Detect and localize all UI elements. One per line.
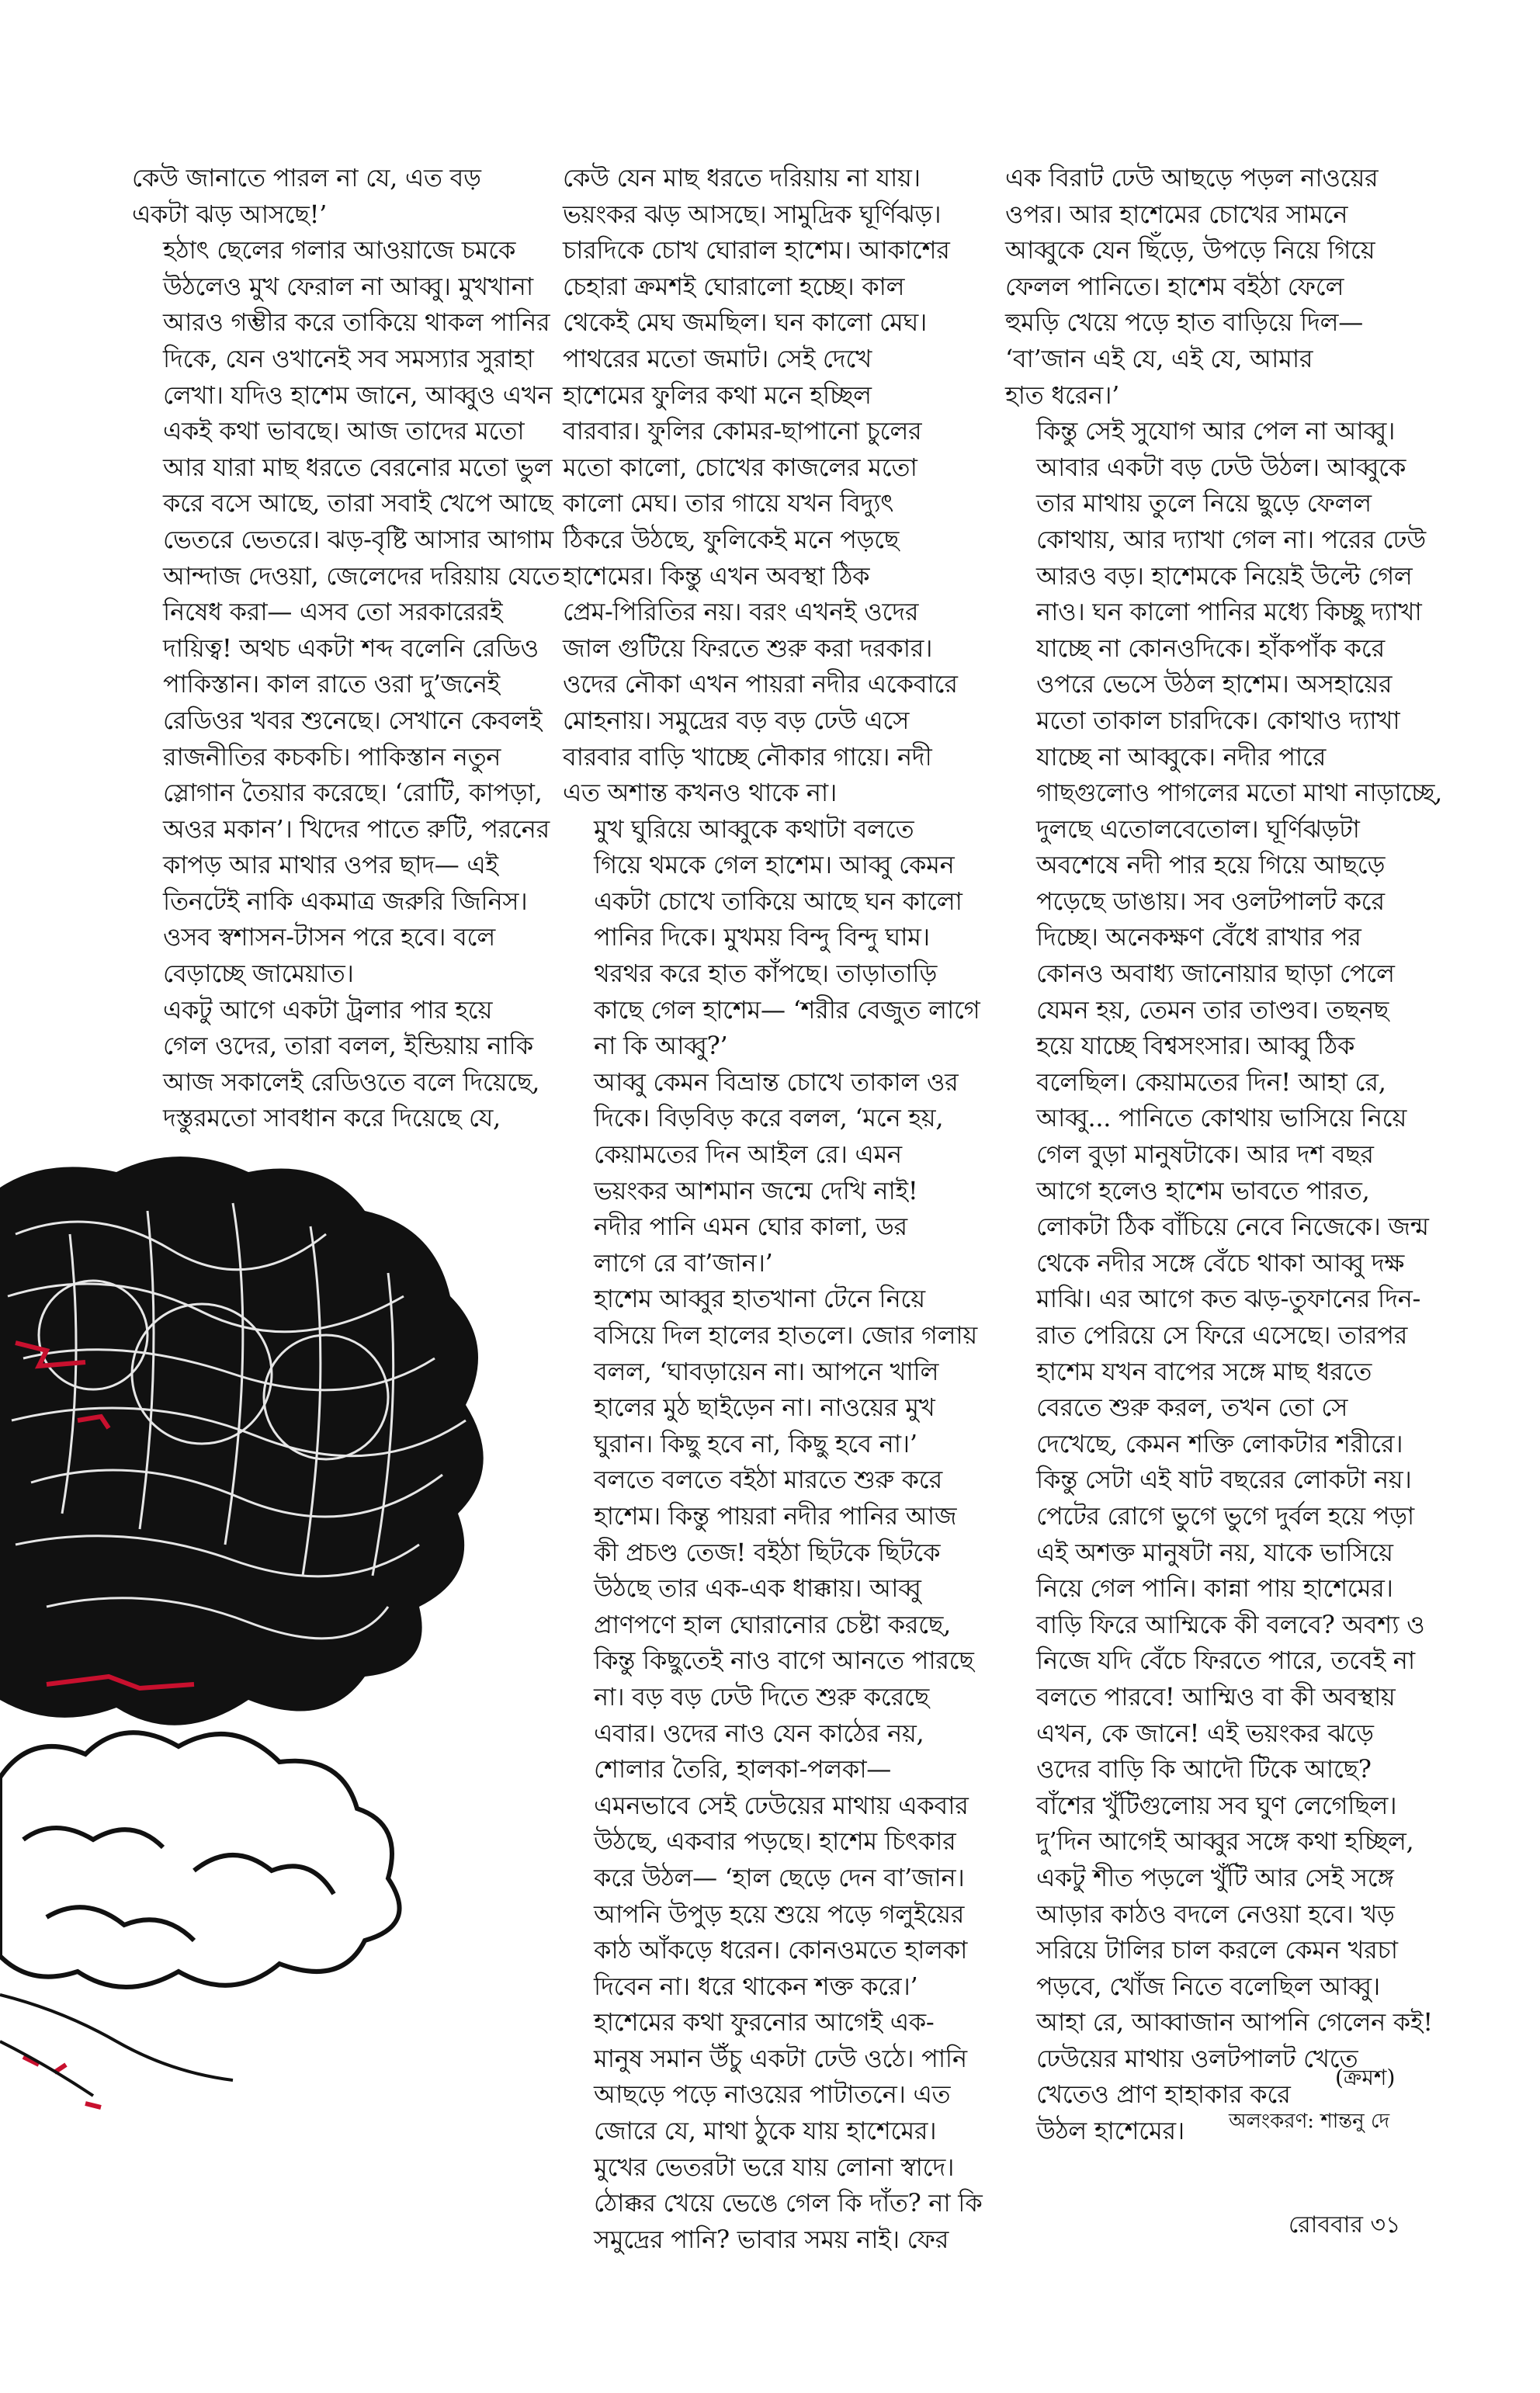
text-line: আড়ার কাঠও বদলে নেওয়া হবে। খড় [1036, 1899, 1395, 1929]
text-line: অওর মকান’। খিদের পাতে রুটি, পরনের [163, 813, 550, 844]
text-line: বারবার। ফুলির কোমর-ছাপানো চুলের [563, 416, 922, 446]
text-line: হয়ে যাচ্ছে বিশ্বসংসার। আব্বু ঠিক [1036, 1031, 1355, 1061]
text-line: পানির দিকে। মুখময় বিন্দু বিন্দু ঘাম। [594, 922, 930, 952]
text-line: কিন্তু সেটা এই ষাট বছরের লোকটা নয়। [1036, 1465, 1412, 1495]
text-line: ঠোক্কর খেয়ে ভেঙে গেল কি দাঁত? না কি [594, 2188, 983, 2218]
text-line: হাশেমের ফুলির কথা মনে হচ্ছিল [563, 380, 872, 410]
text-line: কাপড় আর মাথার ওপর ছাদ— এই [163, 850, 498, 880]
text-line: চেহারা ক্রমশই ঘোরালো হচ্ছে। কাল [563, 271, 905, 301]
white-cloud-outlines [0, 1732, 400, 1987]
text-line: আন্দাজ দেওয়া, জেলেদের দরিয়ায় যেতে [163, 560, 560, 591]
text-line: ভয়ংকর আশমান জন্মে দেখি নাই! [594, 1175, 918, 1205]
text-line: রাজনীতির কচকচি। পাকিস্তান নতুন [163, 741, 501, 772]
paragraph [563, 160, 966, 811]
text-line: দেখেছে, কেমন শক্তি লোকটার শরীরে। [1036, 1428, 1403, 1458]
text-line: নাও। ঘন কালো পানির মধ্যে কিচ্ছু দ্যাখা [1036, 597, 1422, 627]
text-column-1 [132, 160, 560, 1136]
text-line: থরথর করে হাত কাঁপছে। তাড়াতাড়ি [594, 959, 938, 989]
text-line: ওপরে ভেসে উঠল হাশেম। অসহায়ের [1036, 669, 1393, 699]
text-line: যাচ্ছে না কোনওদিকে। হাঁকপাঁক করে [1036, 633, 1385, 663]
text-line: আরও বড়। হাশেমকে নিয়েই উল্টে গেল [1036, 560, 1413, 591]
text-line: পেটের রোগে ভুগে ভুগে দুর্বল হয়ে পড়া [1036, 1500, 1414, 1531]
text-line: আরও গম্ভীর করে তাকিয়ে থাকল পানির [163, 307, 550, 338]
text-line: থেকেই মেঘ জমছিল। ঘন কালো মেঘ। [563, 307, 928, 338]
text-line: মোহনায়। সমুদ্রের বড় বড় ঢেউ এসে [563, 705, 910, 735]
text-line: জাল গুটিয়ে ফিরতে শুরু করা দরকার। [563, 633, 933, 663]
text-line: নিজে যদি বেঁচে ফিরতে পারে, তবেই না [1036, 1646, 1415, 1676]
text-line: খেতেও প্রাণ হাহাকার করে [1036, 2079, 1291, 2110]
paragraph [132, 992, 540, 1136]
text-line: একটা চোখে তাকিয়ে আছে ঘন কালো [594, 886, 962, 916]
text-line: হাশেম। কিন্তু পায়রা নদীর পানির আজ [594, 1500, 957, 1531]
text-line: নিষেধ করা— এসব তো সরকারেরই [163, 597, 503, 627]
text-line: লোকটা ঠিক বাঁচিয়ে নেবে নিজেকে। জন্ম [1036, 1212, 1429, 1242]
text-line: এখন, কে জানে! এই ভয়ংকর ঝড়ে [1036, 1718, 1374, 1748]
text-line: পাথরের মতো জমাট। সেই দেখে [563, 343, 872, 373]
text-line: আবার একটা বড় ঢেউ উঠল। আব্বুকে [1036, 452, 1406, 482]
text-line: মাঝি। এর আগে কত ঝড়-তুফানের দিন- [1036, 1284, 1421, 1314]
text-line: বসিয়ে দিল হালের হাতলে। জোর গলায় [594, 1320, 977, 1350]
text-line: লাগে রে বা’জান।’ [594, 1247, 773, 1278]
text-line: হঠাৎ ছেলের গলার আওয়াজে চমকে [163, 235, 516, 265]
text-line: উঠলেও মুখ ফেরাল না আব্বু। মুখখানা [163, 271, 533, 301]
text-line: করে বসে আছে, তারা সবাই খেপে আছে [163, 488, 553, 518]
text-line: উঠছে তার এক-এক ধাক্কায়। আব্বু [594, 1573, 921, 1604]
text-line: বলল, ‘ঘাবড়ায়েন না। আপনে খালি [594, 1356, 939, 1386]
text-line: দিচ্ছে। অনেকক্ষণ বেঁধে রাখার পর [1036, 922, 1361, 952]
text-line: ‘বা’জান এই যে, এই যে, আমার [1005, 343, 1313, 373]
text-line: তিনটেই নাকি একমাত্র জরুরি জিনিস। [163, 886, 528, 916]
text-line: আপনি উপুড় হয়ে শুয়ে পড়ে গলুইয়ের [594, 1899, 965, 1929]
text-line: হাশেমের। কিন্তু এখন অবস্থা ঠিক [563, 560, 870, 591]
paragraph [132, 160, 520, 232]
text-line: করে উঠল— ‘হাল ছেড়ে দেন বা’জান। [594, 1862, 965, 1892]
text-line: স্লোগান তৈয়ার করেছে। ‘রোটি, কাপড়া, [163, 778, 543, 808]
text-line: ওপর। আর হাশেমের চোখের সামনে [1005, 199, 1348, 229]
text-line: বেড়াচ্ছে জামেয়াত। [163, 959, 354, 989]
text-line: দিকে, যেন ওখানেই সব সমস্যার সুরাহা [163, 343, 534, 373]
text-line: উঠছে, একবার পড়ছে। হাশেম চিৎকার [594, 1826, 956, 1857]
text-line: আর যারা মাছ ধরতে বেরনোর মতো ভুল [163, 452, 553, 482]
text-line: আগে হলেও হাশেম ভাবতে পারত, [1036, 1175, 1370, 1205]
text-line: ওসব স্বশাসন-টাসন পরে হবে। বলে [163, 922, 495, 952]
continued-marker: (ক্রমশ) [1335, 2065, 1396, 2090]
paragraph [132, 232, 560, 991]
text-line: গাছগুলোও পাগলের মতো মাথা নাড়াচ্ছে, [1036, 778, 1443, 808]
text-line: হুমড়ি খেয়ে পড়ে হাত বাড়িয়ে দিল— [1005, 307, 1363, 338]
text-line: সরিয়ে টালির চাল করলে কেমন খরচা [1036, 1935, 1398, 1965]
text-line: হালের মুঠ ছাইড়েন না। নাওয়ের মুখ [594, 1392, 935, 1423]
text-line: আব্বুকে যেন ছিঁড়ে, উপড়ে নিয়ে গিয়ে [1005, 235, 1375, 265]
paragraph [1005, 413, 1443, 2149]
text-line: দিকে। বিড়বিড় করে বলল, ‘মনে হয়, [594, 1103, 944, 1133]
text-line: কিন্তু সেই সুযোগ আর পেল না আব্বু। [1036, 416, 1396, 446]
text-line: এবার। ওদের নাও যেন কাঠের নয়, [594, 1718, 924, 1748]
page-footer: রোববার ৩১ [1289, 2211, 1401, 2239]
text-line: কেউ জানাতে পারল না যে, এত বড় [132, 163, 481, 192]
text-line: নদীর পানি এমন ঘোর কালা, ডর [594, 1212, 907, 1242]
water-spray [0, 1995, 233, 2096]
storm-illustration [0, 1141, 512, 2150]
text-line: লেখা। যদিও হাশেম জানে, আব্বুও এখন [163, 380, 553, 410]
text-line: ফেলল পানিতে। হাশেম বইঠা ফেলে [1005, 271, 1344, 301]
text-line: যাচ্ছে না আব্বুকে। নদীর পারে [1036, 741, 1327, 772]
text-line: রেডিওর খবর শুনেছে। সেখানে কেবলই [163, 705, 543, 735]
text-line: একটা ঝড় আসছে!’ [132, 199, 327, 229]
text-line: কালো মেঘ। তার গায়ে যখন বিদ্যুৎ [563, 488, 894, 518]
text-line: এমনভাবে সেই ঢেউয়ের মাথায় একবার [594, 1790, 969, 1820]
text-line: সমুদ্রের পানি? ভাবার সময় নাই। ফের [594, 2224, 949, 2254]
text-line: আব্বু... পানিতে কোথায় ভাসিয়ে নিয়ে [1036, 1103, 1407, 1133]
text-line: মানুষ সমান উঁচু একটা ঢেউ ওঠে। পানি [594, 2043, 967, 2073]
text-line: না কি আব্বু?’ [594, 1031, 728, 1061]
text-line: কিন্তু কিছুতেই নাও বাগে আনতে পারছে [594, 1646, 974, 1676]
text-line: নিয়ে গেল পানি। কান্না পায় হাশেমের। [1036, 1573, 1393, 1604]
paragraph [1005, 160, 1409, 413]
text-line: কেয়ামতের দিন আইল রে। এমন [594, 1139, 902, 1170]
text-line: কী প্রচণ্ড তেজ! বইঠা ছিটকে ছিটকে [594, 1537, 941, 1567]
paragraph [563, 1064, 966, 1281]
text-line: কাছে গেল হাশেম— ‘শরীর বেজুত লাগে [594, 994, 980, 1025]
text-line: জোরে যে, মাথা ঠুকে যায় হাশেমের। [594, 2116, 937, 2146]
text-line: রাত পেরিয়ে সে ফিরে এসেছে। তারপর [1036, 1320, 1407, 1350]
text-line: অবশেষে নদী পার হয়ে গিয়ে আছড়ে [1036, 850, 1386, 880]
text-line: দায়িত্ব! অথচ একটা শব্দ বলেনি রেডিও [163, 633, 539, 663]
text-line: চারদিকে চোখ ঘোরাল হাশেম। আকাশের [563, 235, 950, 265]
text-line: একটু শীত পড়লে খুঁটি আর সেই সঙ্গে [1036, 1862, 1394, 1892]
text-line: উঠল হাশেমের। [1036, 2116, 1184, 2146]
text-line: এই অশক্ত মানুষটা নয়, যাকে ভাসিয়ে [1036, 1537, 1393, 1567]
text-line: প্রেম-পিরিতির নয়। বরং এখনই ওদের [563, 597, 919, 627]
text-line: বাঁশের খুঁটিগুলোয় সব ঘুণ লেগেছিল। [1036, 1790, 1397, 1820]
text-line: দুলছে এতোলবেতোল। ঘূর্ণিঝড়টা [1036, 813, 1360, 844]
text-line: পড়েছে ডাঙায়। সব ওলটপালট করে [1036, 886, 1385, 916]
text-line: ভেতরে ভেতরে। ঝড়-বৃষ্টি আসার আগাম [163, 524, 553, 554]
illustration-credit: অলংকরণ: শান্তনু দে [1229, 2110, 1390, 2133]
text-line: মুখের ভেতরটা ভরে যায় লোনা স্বাদে। [594, 2152, 955, 2182]
text-line: ঠিকরে উঠছে, ফুলিকেই মনে পড়ছে [563, 524, 900, 554]
text-column-3 [1005, 160, 1443, 2149]
text-line: পড়বে, খোঁজ নিতে বলেছিল আব্বু। [1036, 1971, 1380, 2001]
text-line: গেল বুড়া মানুষটাকে। আর দশ বছর [1036, 1139, 1374, 1170]
text-line: পাকিস্তান। কাল রাতে ওরা দু’জনেই [163, 669, 500, 699]
text-line: আহা রে, আব্বাজান আপনি গেলেন কই! [1036, 2007, 1433, 2038]
text-line: কোথায়, আর দ্যাখা গেল না। পরের ঢেউ [1036, 524, 1426, 554]
text-line: দস্তুরমতো সাবধান করে দিয়েছে যে, [163, 1103, 501, 1133]
text-line: মতো কালো, চোখের কাজলের মতো [563, 452, 917, 482]
text-line: বলতে বলতে বইঠা মারতে শুরু করে [594, 1465, 942, 1495]
text-line: বলতে পারবে! আম্মিও বা কী অবস্থায় [1036, 1681, 1396, 1712]
text-line: শোলার তৈরি, হালকা-পলকা— [594, 1754, 891, 1784]
text-column-2 [563, 160, 983, 2257]
text-line: তার মাথায় তুলে নিয়ে ছুড়ে ফেলল [1036, 488, 1372, 518]
text-line: মতো তাকাল চারদিকে। কোথাও দ্যাখা [1036, 705, 1400, 735]
text-line: দিবেন না। ধরে থাকেন শক্ত করে।’ [594, 1971, 918, 2001]
text-line: গিয়ে থমকে গেল হাশেম। আব্বু কেমন [594, 850, 955, 880]
text-line: হাশেমের কথা ফুরনোর আগেই এক- [594, 2007, 935, 2038]
text-line: থেকে নদীর সঙ্গে বেঁচে থাকা আব্বু দক্ষ [1036, 1247, 1405, 1278]
text-line: হাশেম আব্বুর হাতখানা টেনে নিয়ে [594, 1284, 925, 1314]
text-line: বলেছিল। কেয়ামতের দিন! আহা রে, [1036, 1066, 1386, 1097]
text-line: একই কথা ভাবছে। আজ তাদের মতো [163, 416, 525, 446]
text-line: কোনও অবাধ্য জানোয়ার ছাড়া পেলে [1036, 959, 1395, 989]
text-line: দু’দিন আগেই আব্বুর সঙ্গে কথা হচ্ছিল, [1036, 1826, 1414, 1857]
text-line: প্রাণপণে হাল ঘোরানোর চেষ্টা করছে, [594, 1609, 951, 1639]
text-line: বাড়ি ফিরে আম্মিকে কী বলবে? অবশ্য ও [1036, 1609, 1425, 1639]
text-line: আজ সকালেই রেডিওতে বলে দিয়েছে, [163, 1066, 540, 1097]
paragraph [563, 811, 980, 1064]
text-line: হাশেম যখন বাপের সঙ্গে মাছ ধরতে [1036, 1356, 1372, 1386]
text-line: গেল ওদের, তারা বলল, ইন্ডিয়ায় নাকি [163, 1031, 533, 1061]
text-line: কাঠ আঁকড়ে ধরেন। কোনওমতে হালকা [594, 1935, 968, 1965]
text-line: একটু আগে একটা ট্রলার পার হয়ে [163, 994, 493, 1025]
text-line: ওদের বাড়ি কি আদৌ টিকে আছে? [1036, 1754, 1372, 1784]
text-line: না। বড় বড় ঢেউ দিতে শুরু করেছে [594, 1681, 929, 1712]
text-line: ভয়ংকর ঝড় আসছে। সামুদ্রিক ঘূর্ণিঝড়। [563, 199, 942, 229]
text-line: আব্বু কেমন বিভ্রান্ত চোখে তাকাল ওর [594, 1066, 959, 1097]
paragraph [563, 2004, 983, 2257]
text-line: ঢেউয়ের মাথায় ওলটপালট খেতে [1036, 2043, 1358, 2073]
text-line: ঘুরান। কিছু হবে না, কিছু হবে না।’ [594, 1428, 917, 1458]
paragraph [563, 1281, 977, 2004]
text-line: যেমন হয়, তেমন তার তাণ্ডব। তছনছ [1036, 994, 1389, 1025]
text-line: এক বিরাট ঢেউ আছড়ে পড়ল নাওয়ের [1005, 163, 1379, 192]
text-line: ওদের নৌকা এখন পায়রা নদীর একেবারে [563, 669, 958, 699]
text-line: হাত ধরেন।’ [1005, 380, 1119, 410]
text-line: এত অশান্ত কখনও থাকে না। [563, 778, 838, 808]
text-line: আছড়ে পড়ে নাওয়ের পাটাতনে। এত [594, 2079, 951, 2110]
text-line: বেরতে শুরু করল, তখন তো সে [1036, 1392, 1348, 1423]
text-line: মুখ ঘুরিয়ে আব্বুকে কথাটা বলতে [594, 813, 914, 844]
text-line: কেউ যেন মাছ ধরতে দরিয়ায় না যায়। [563, 163, 921, 192]
text-line: বারবার বাড়ি খাচ্ছে নৌকার গায়ে। নদী [563, 741, 932, 772]
